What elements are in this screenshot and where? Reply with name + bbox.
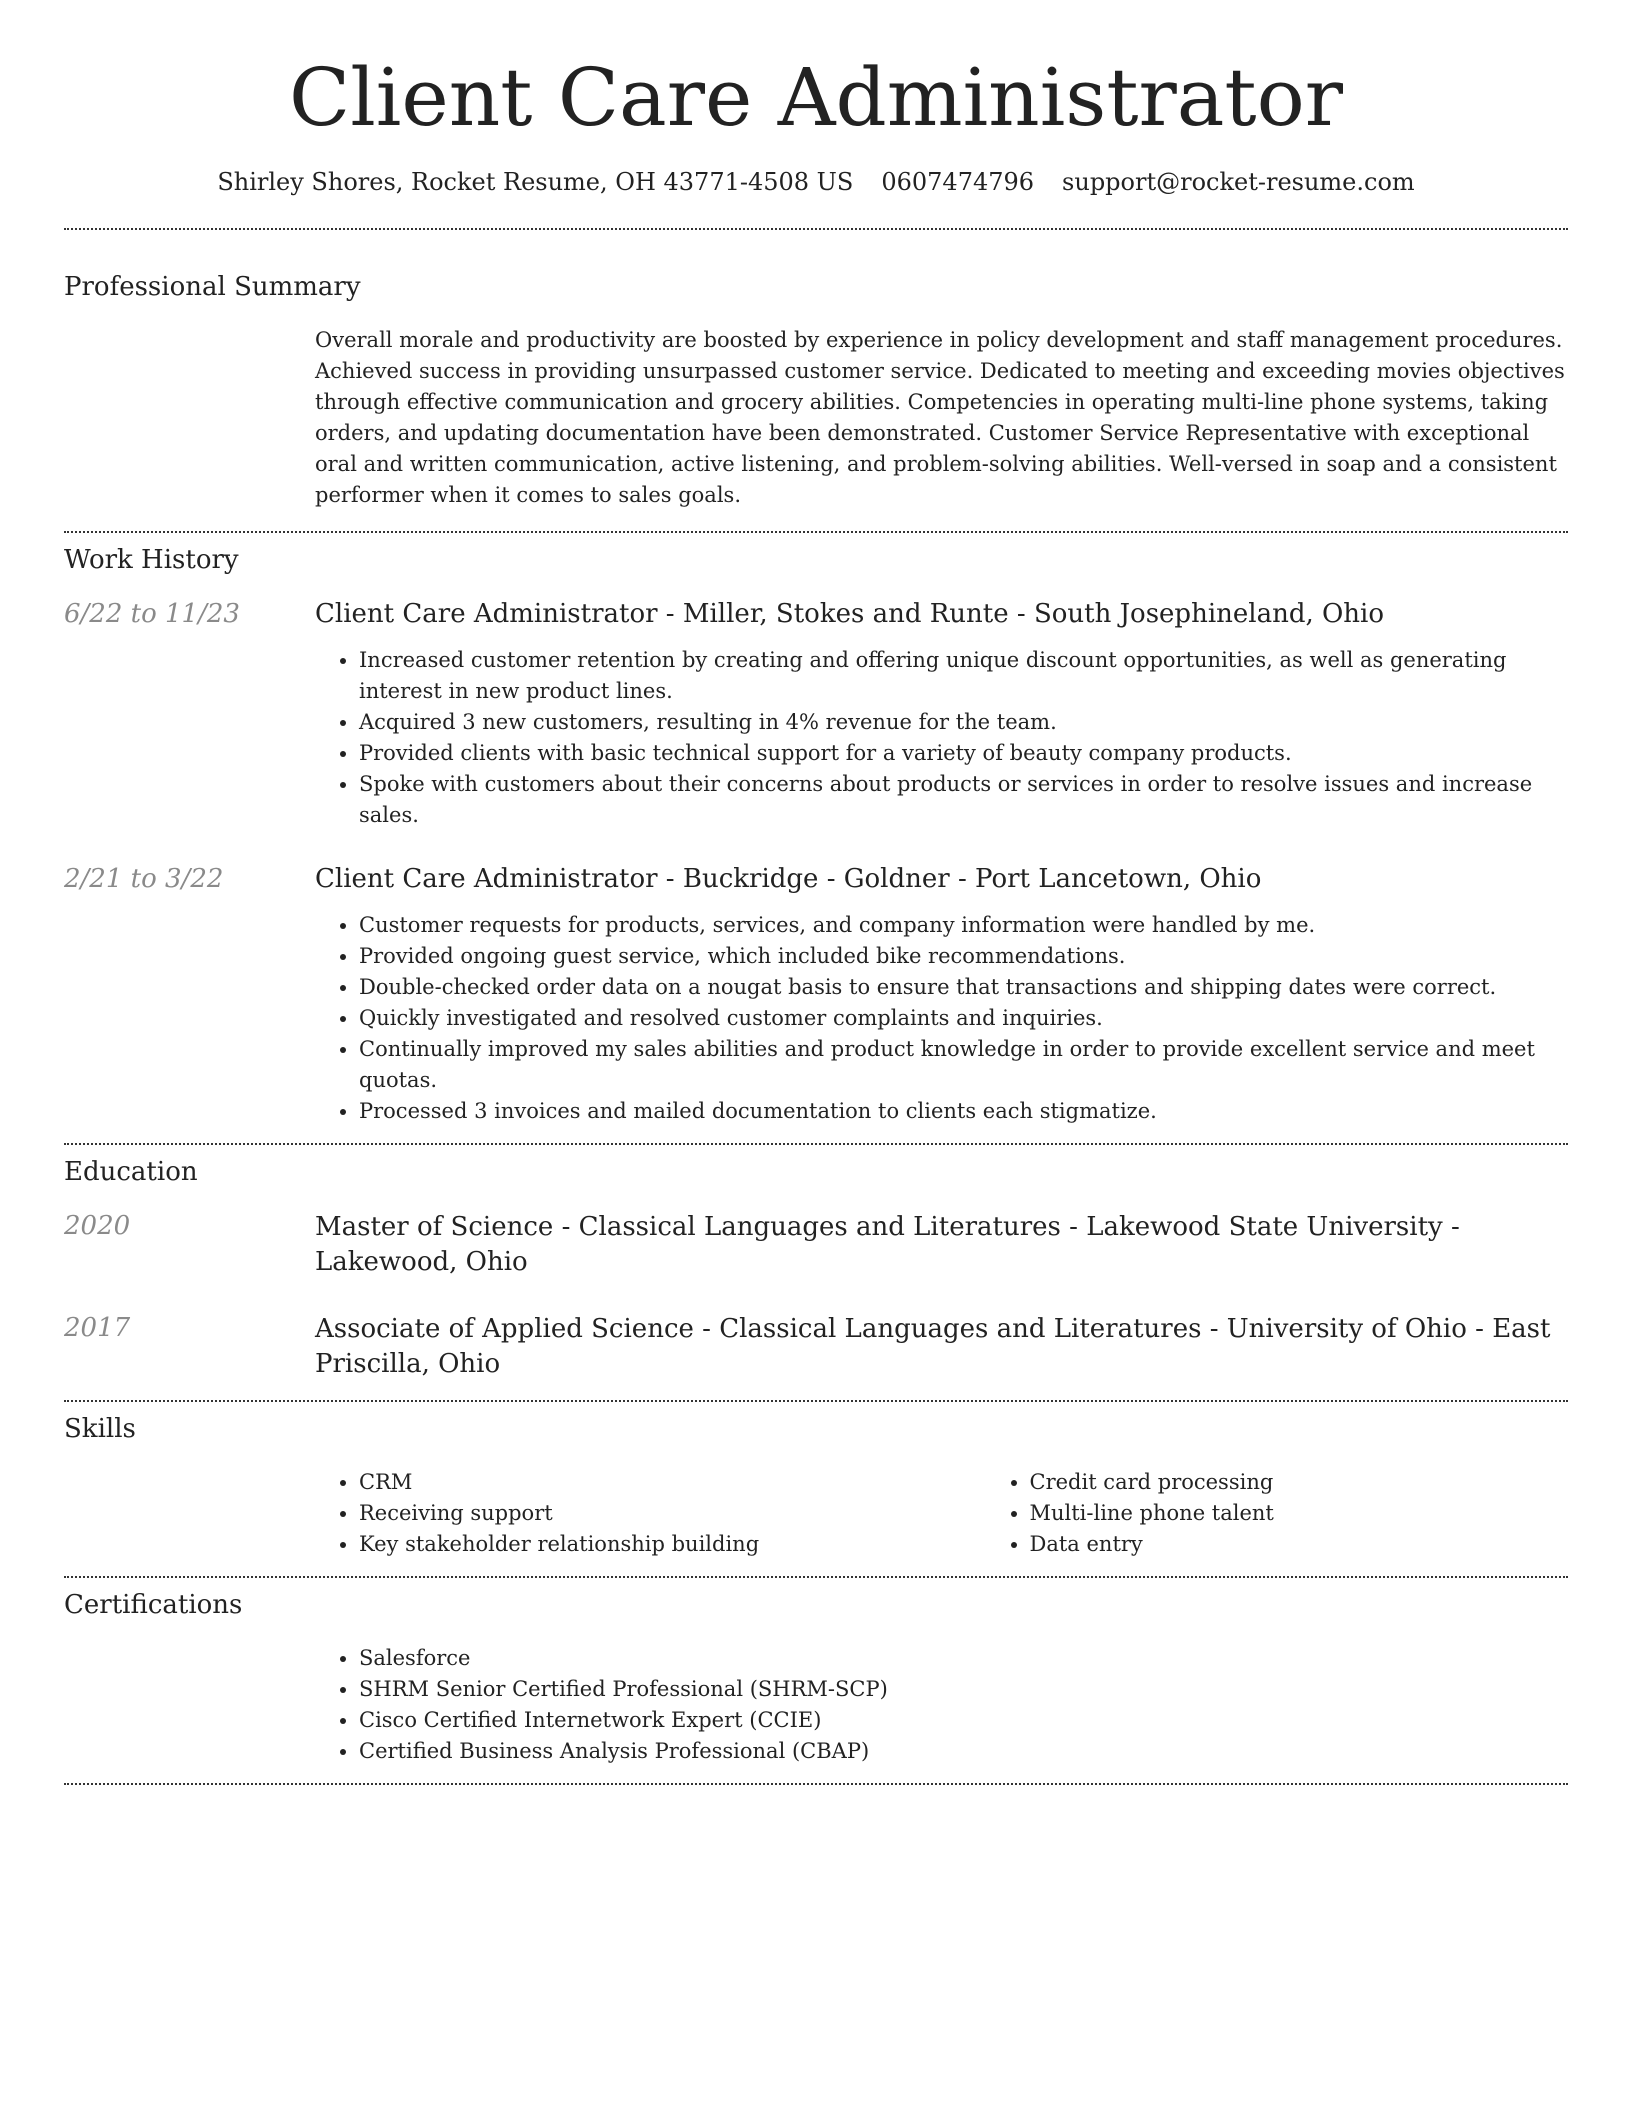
- job-title-line: [315, 863, 1568, 897]
- skills-row: [64, 1467, 1568, 1560]
- section-divider: [64, 1576, 1568, 1578]
- job-title-line: [315, 598, 1568, 632]
- certifications-row: [64, 1643, 1568, 1767]
- job-entry: [64, 863, 1568, 1127]
- skills-list: [315, 1467, 986, 1560]
- list-item: • Continually improved my sales abilities and product knowledge in order to provide excellent service and meet quotas.: [359, 1034, 1568, 1096]
- contact-email: support@rocket-resume.com: [1062, 168, 1415, 196]
- education-year: 2020: [64, 1210, 131, 1241]
- list-item: • Cisco Certified Internetwork Expert (CCIE): [359, 1705, 1568, 1736]
- list-item: • Salesforce: [359, 1643, 1568, 1674]
- summary-heading: Professional Summary: [64, 271, 361, 302]
- list-item: • Provided ongoing guest service, which included bike recommendations.: [359, 941, 1568, 972]
- section-divider: [64, 228, 1568, 230]
- section-divider: [64, 1400, 1568, 1402]
- education-year: 2017: [64, 1312, 131, 1343]
- list-item: • Processed 3 invoices and mailed documentation to clients each stigmatize.: [359, 1096, 1568, 1127]
- skills-columns: [315, 1467, 1568, 1560]
- list-item: • Double-checked order data on a nougat basis to ensure that transactions and shipping dates were correct.: [359, 972, 1568, 1003]
- certifications-heading: Certifications: [64, 1590, 243, 1621]
- job-position: Client Care Administrator: [315, 599, 658, 630]
- list-item: • Increased customer retention by creating and offering unique discount opportunities, as well as generating interest in new product lines.: [359, 645, 1568, 707]
- list-item: • SHRM Senior Certified Professional (SHRM-SCP): [359, 1674, 1568, 1705]
- list-item: • Quickly investigated and resolved customer complaints and inquiries.: [359, 1003, 1568, 1034]
- list-item: • Certified Business Analysis Professional (CBAP): [359, 1736, 1568, 1767]
- resume-header: [64, 0, 1568, 197]
- work-history-heading: Work History: [64, 544, 239, 575]
- list-item: • CRM: [359, 1467, 986, 1498]
- education-title-line: [315, 1312, 1568, 1382]
- job-position: Client Care Administrator: [315, 863, 658, 894]
- education-details: - University of Ohio - East Priscilla, Ohio: [315, 1313, 1551, 1379]
- list-item: • Spoke with customers about their concerns about products or services in order to resolve issues and increase sales.: [359, 769, 1568, 831]
- list-item: • Receiving support: [359, 1498, 986, 1529]
- education-entry: [64, 1312, 1568, 1382]
- job-details: - Miller, Stokes and Runte - South Josephineland, Ohio: [657, 599, 1385, 630]
- list-item: • Key stakeholder relationship building: [359, 1529, 986, 1560]
- section-divider: [64, 531, 1568, 533]
- contact-address: Shirley Shores, Rocket Resume, OH 43771-4508 US: [217, 168, 854, 196]
- list-item: • Customer requests for products, services, and company information were handled by me.: [359, 910, 1568, 941]
- job-dates: 6/22 to 11/23: [64, 599, 240, 630]
- education-entry: [64, 1210, 1568, 1280]
- skills-list: [986, 1467, 1632, 1560]
- job-entry: [64, 598, 1568, 831]
- list-item: • Provided clients with basic technical support for a variety of beauty company products.: [359, 738, 1568, 769]
- job-duties: [315, 645, 1568, 831]
- contact-line: [64, 168, 1568, 197]
- contact-phone: 0607474796: [881, 168, 1035, 196]
- section-divider: [64, 1783, 1568, 1785]
- list-item: • Multi-line phone talent: [1030, 1498, 1632, 1529]
- education-degree: Master of Science - Classical Languages and Literatures: [315, 1211, 1061, 1242]
- job-dates: 2/21 to 3/22: [64, 863, 224, 894]
- section-divider: [64, 1143, 1568, 1145]
- skills-heading: Skills: [64, 1413, 136, 1444]
- list-item: • Acquired 3 new customers, resulting in 4% revenue for the team.: [359, 707, 1568, 738]
- list-item: • Data entry: [1030, 1529, 1632, 1560]
- resume-page: [64, 0, 1568, 1785]
- list-item: • Credit card processing: [1030, 1467, 1632, 1498]
- job-duties: [315, 910, 1568, 1127]
- candidate-name: Client Care Administrator: [289, 51, 1343, 144]
- certifications-list: [315, 1643, 1568, 1767]
- education-heading: Education: [64, 1156, 198, 1187]
- education-degree: Associate of Applied Science - Classical Languages and Literatures: [315, 1313, 1202, 1344]
- education-details: - Lakewood State University - Lakewood, Ohio: [315, 1211, 1460, 1277]
- summary-row: [64, 325, 1568, 511]
- summary-text: Overall morale and productivity are boosted by experience in policy development and staff management procedures. Achieved success in providing unsurpassed customer service. Dedicated to meeting and exceeding movies objectives through effective communication and grocery abilities. Competencies in operating multi-line phone systems, taking orders, and updating documentation have been demonstrated. Customer Service Representative with exceptional oral and written communication, active listening, and problem-solving abilities. Well-versed in soap and a consistent performer when it comes to sales goals.: [315, 327, 1565, 507]
- job-details: - Buckridge - Goldner - Port Lancetown, Ohio: [657, 863, 1262, 894]
- education-title-line: [315, 1210, 1568, 1280]
